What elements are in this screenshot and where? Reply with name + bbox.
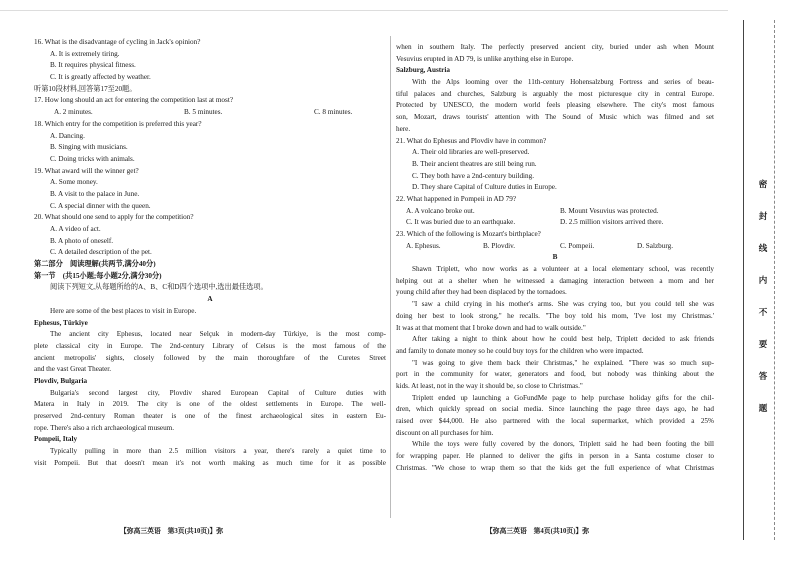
option: D. They share Capital of Culture duties in Europe.: [412, 183, 557, 192]
question-16: 16. What is the disadvantage of cycling in Jack's opinion?: [34, 38, 201, 46]
passage-letter-b: B: [552, 253, 558, 262]
passage-line: Shawn Triplett, who now works as a volunteer at a local elementary school, was recently: [412, 265, 714, 274]
option: B. A photo of oneself.: [50, 236, 114, 245]
option: B. Singing with musicians.: [50, 143, 128, 152]
passage-line: rope. There's also a rich archaeological museum.: [34, 423, 175, 432]
place-heading: Ephesus, Türkiye: [34, 318, 88, 327]
option: C. It was buried due to an earthquake.: [406, 218, 516, 227]
passage-line: doing her best to look strong," he recalls. "The boy told his mom, 'I've lost my Christmas.': [396, 311, 714, 320]
passage-line: when in southern Italy. The perfectly preserved ancient city, buried under ash when Mount: [396, 43, 714, 51]
passage-line: for wrapping paper. He planned to deliver the gifts in person in a Santa costume closer to: [396, 452, 714, 461]
seal-char: 封: [758, 212, 768, 222]
passage-line: young child after they had been displaced by the tornadoes.: [396, 288, 567, 297]
passage-line: son, Mozart, draws tourists' attention with The Sound of Music which was filmed and set: [396, 113, 714, 122]
option: D. 2.5 million visitors arrived there.: [560, 218, 664, 227]
question-23: 23. Which of the following is Mozart's birthplace?: [396, 230, 541, 238]
reading-instruction: 阅读下列短文,从每题所给的A、B、C和D四个选项中,选出最佳选项。: [50, 283, 268, 292]
passage-line: "I saw a child crying in his mother's arms. She was crying too, but you could tell she was: [412, 300, 714, 309]
option: C. They both have a 2nd-century building.: [412, 171, 535, 180]
passage-line: Protected by UNESCO, the modern world feels pleasing elsewhere. The city's most famous: [396, 101, 714, 110]
passage-line: kids. At least, not in the way it should be, so close to Christmas.": [396, 381, 583, 390]
option: B. A visit to the palace in June.: [50, 189, 140, 198]
option: C. A special dinner with the queen.: [50, 201, 151, 210]
passage-line: preserved 2nd-century Roman theater is one of the finest archaeological sites in eastern Eu-: [34, 412, 386, 420]
passage-line: and family to donate money so he could buy toys for the children who were impacted.: [396, 346, 644, 355]
place-heading: Salzburg, Austria: [396, 66, 450, 75]
passage-letter-a: A: [207, 295, 213, 304]
seal-char: 线: [758, 244, 768, 254]
binding-strip: [728, 0, 794, 561]
q23-options: [396, 241, 714, 253]
left-column: [34, 37, 386, 469]
passage-line: While the toys were fully covered by the donors, Triplett said he had been footing the bill: [412, 440, 714, 449]
passage-line: dren, which quickly spread on social media. Since launching the page three days ago, he had: [396, 405, 714, 414]
option: A. A video of act.: [50, 225, 101, 233]
passage-intro: Here are some of the best places to visit in Europe.: [50, 306, 197, 315]
passage-line: and the vast Great Theater.: [34, 365, 112, 374]
q22-options-row2: [396, 217, 714, 229]
seal-char: 题: [758, 404, 768, 414]
place-heading: Plovdiv, Bulgaria: [34, 376, 88, 385]
passage-line: tiful palaces and churches, Salzburg is arguably the most picturesque city in central Europe.: [396, 89, 714, 98]
option: D. Salzburg.: [637, 241, 674, 250]
option: A. It is extremely tiring.: [50, 49, 120, 58]
passage-line: plete classical city in Europe. The 2nd-century Library of Celsus is the most famous of the: [34, 341, 386, 350]
question-21: 21. What do Ephesus and Plovdiv have in common?: [396, 136, 547, 145]
option: C. Doing tricks with animals.: [50, 154, 135, 163]
seal-dashed-line: [774, 20, 775, 540]
passage-line: Bulgaria's second largest city, Plovdiv shared European Capital of Culture duties with: [50, 388, 386, 397]
column-divider: [390, 36, 391, 518]
seal-char: 不: [758, 308, 768, 318]
seal-char: 密: [758, 180, 768, 190]
passage-line: discount on all purchases for him.: [396, 428, 494, 437]
option: A. Dancing.: [50, 131, 85, 140]
option: A. A volcano broke out.: [406, 206, 475, 215]
seal-char: 内: [758, 276, 768, 286]
passage-line: helping out at a shelter when he witnessed a damaging interaction between a mom and her: [396, 276, 714, 285]
passage-line: Typically pulling in more than 2.5 million visitors a year, there's rarely a quiet time to: [50, 447, 386, 456]
passage-line: Vesuvius erupted in AD 79, is unlike anything else in Europe.: [396, 54, 574, 63]
question-19: 19. What award will the winner get?: [34, 166, 139, 175]
question-22: 22. What happened in Pompeii in AD 79?: [396, 194, 517, 203]
option: C. It is greatly affected by weather.: [50, 73, 151, 82]
page-footer-right: 【弥高三英语 第4页(共10页)】弥: [486, 528, 590, 535]
section-heading: 第二部分 阅读理解(共两节,满分40分): [34, 260, 156, 269]
passage-line: Triplett ended up launching a GoFundMe page to help purchase holiday gifts for the chil-: [412, 393, 714, 402]
question-20: 20. What should one send to apply for the competition?: [34, 213, 194, 222]
passage-line: Matera in Italy in 2019. The city is one of the oldest settlements in Europe. The well-: [34, 400, 386, 409]
passage-line: here.: [396, 124, 411, 133]
passage-line: With the Alps looming over the 11th-century Hohensalzburg Fortress and series of beau-: [412, 78, 714, 87]
option: A. Ephesus.: [406, 241, 441, 250]
top-rule: [0, 10, 728, 11]
option: A. 2 minutes.: [54, 108, 93, 117]
option: B. Plovdiv.: [483, 241, 516, 250]
passage-line: raised over $44,000. He also partnered with the local supermarket, which provided a 25%: [396, 417, 714, 425]
option: B. Mount Vesuvius was protected.: [560, 206, 659, 215]
seal-char: 答: [758, 372, 768, 382]
option: C. Pompeii.: [560, 241, 595, 250]
listening-instruction: 听第10段材料,回答第17至20题。: [34, 84, 137, 93]
passage-line: It was at that moment that I broke down and had to walk outside.": [396, 323, 586, 332]
question-18: 18. Which entry for the competition is preferred this year?: [34, 119, 202, 128]
right-column: [396, 42, 714, 474]
option: A. Their old libraries are well-preserved.: [412, 148, 530, 157]
passage-line: visit Pompeii. But that doesn't mean it's not worth making as much time for it as possible: [34, 458, 386, 467]
passage-line: ancient metropolis' sights, closely followed by the main thoroughfare of the Curetes Street: [34, 353, 386, 362]
passage-line: The ancient city Ephesus, located near Selçuk in modern-day Türkiye, is the most comp-: [50, 330, 386, 339]
option: C. A detailed description of the pet.: [50, 248, 152, 257]
place-heading: Pompeii, Italy: [34, 435, 78, 444]
passage-line: port in the community for water, generators and food, but nobody was thinking about the: [396, 370, 714, 379]
binding-line: [743, 20, 744, 540]
option: A. Some money.: [50, 178, 98, 187]
option: B. 5 minutes.: [184, 108, 223, 117]
q22-options-row1: [396, 206, 714, 218]
page-footer-left: 【弥高三英语 第3页(共10页)】弥: [120, 528, 224, 535]
q17-options: [34, 107, 386, 119]
question-17: 17. How long should an act for entering the competition last at most?: [34, 96, 234, 105]
passage-line: Christmas. "We chose to wrap them so that the kids get the full experience of what Christmas: [396, 463, 714, 472]
subsection-heading: 第一节 (共15小题;每小题2分,满分30分): [34, 271, 162, 280]
option: C. 8 minutes.: [314, 108, 353, 117]
option: B. It requires physical fitness.: [50, 61, 136, 70]
passage-line: "I was going to give them back their Christmas," he explained. "There was so much sup-: [412, 358, 714, 367]
option: B. Their ancient theatres are still being run.: [412, 159, 537, 168]
passage-line: After taking a night to think about how he could best help, Triplett decided to ask friends: [412, 335, 714, 344]
seal-char: 要: [758, 340, 768, 350]
